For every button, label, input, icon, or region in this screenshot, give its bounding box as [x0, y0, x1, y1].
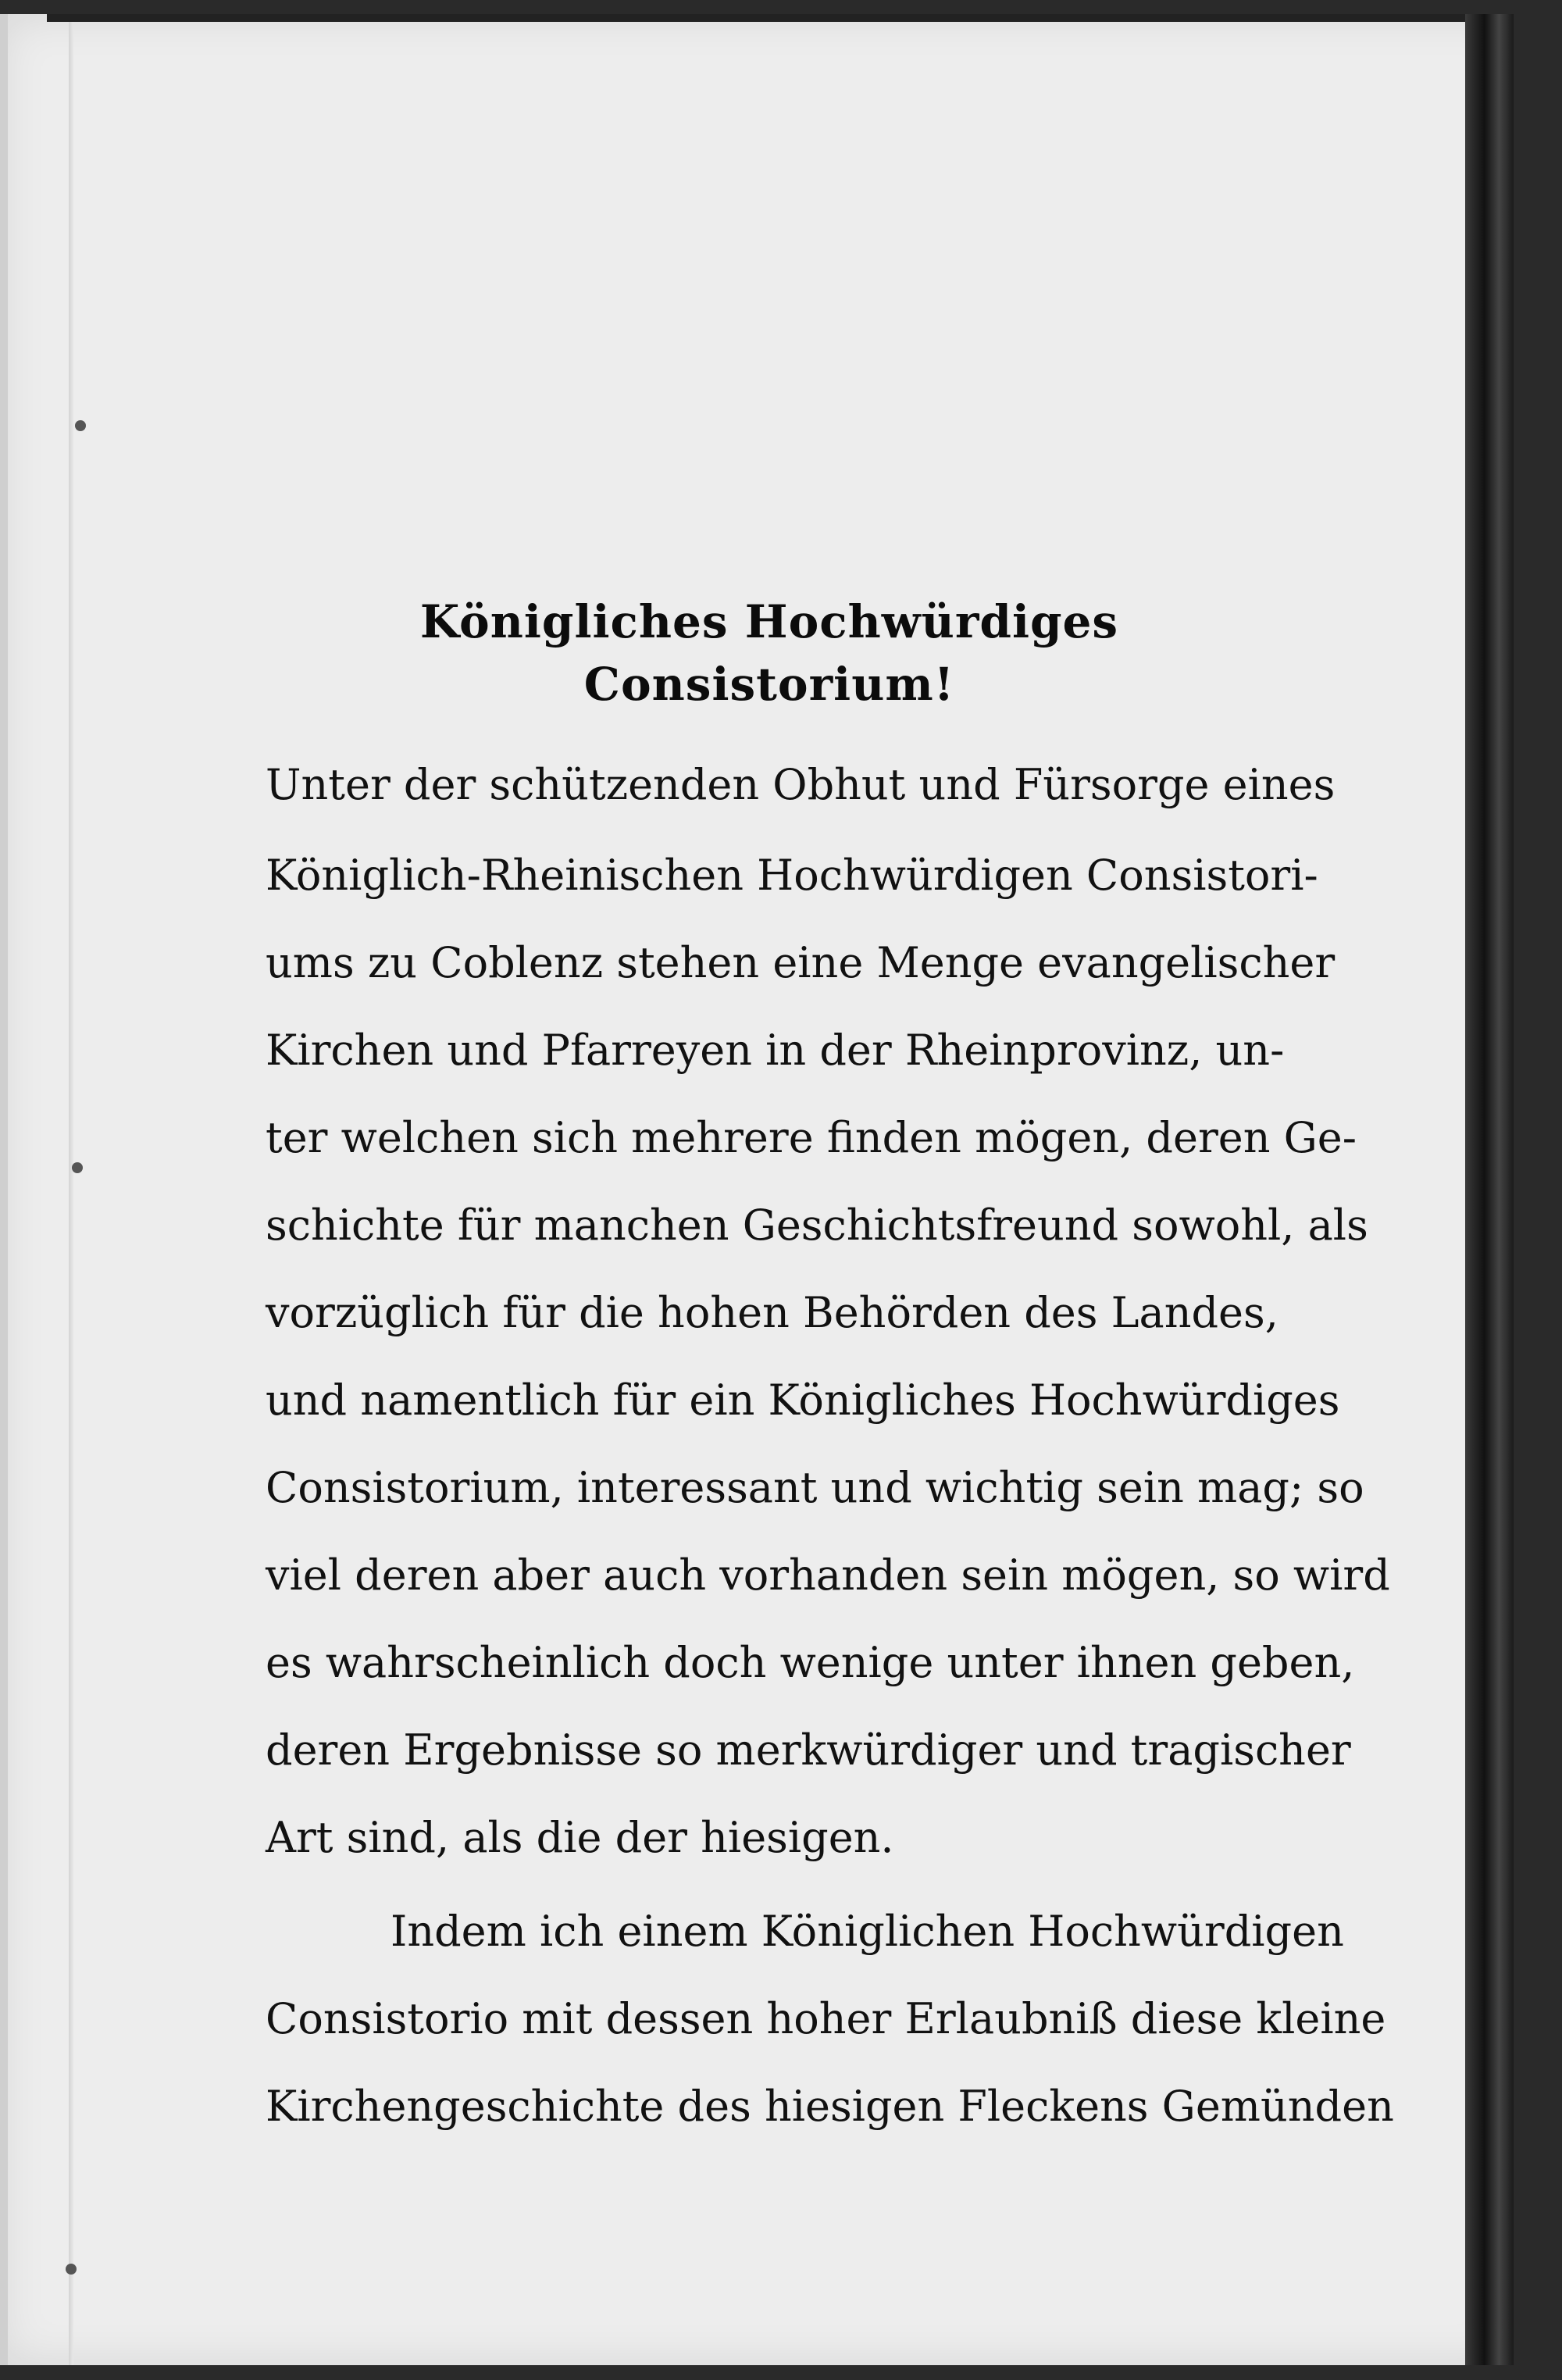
page-gutter — [69, 14, 73, 2365]
text-line: Indem ich einem Königlichen Hochwürdigen — [390, 1907, 1344, 1956]
book-page — [0, 14, 1514, 2365]
text-line — [266, 758, 1336, 812]
text-line: Consistorium, interessant und wichtig sein mag; so — [266, 1463, 1364, 1512]
page-top-edge — [47, 14, 1514, 22]
text-line: ums zu Coblenz stehen eine Menge evangelischer — [266, 938, 1336, 987]
book-spine-edge — [1465, 14, 1514, 2365]
text-line: deren Ergebnisse so merkwürdiger und tragischer — [266, 1725, 1351, 1775]
text-line: Königlich-Rheinischen Hochwürdigen Consistori- — [266, 851, 1318, 900]
text-line: und namentlich für ein Königliches Hochwürdiges — [266, 1376, 1340, 1425]
text-line: Art sind, als die der hiesigen. — [266, 1813, 894, 1862]
binding-hole — [75, 420, 86, 431]
text-line: viel deren aber auch vorhanden sein mögen, so wird — [266, 1550, 1390, 1600]
text-line: vorzüglich für die hohen Behörden des Landes, — [266, 1288, 1278, 1337]
text-line: es wahrscheinlich doch wenige unter ihnen geben, — [266, 1638, 1355, 1687]
text-line: schichte für manchen Geschichtsfreund sowohl, als — [266, 1201, 1368, 1250]
binding-hole — [72, 1162, 83, 1173]
letter-salutation: Königliches Hochwürdiges Consistorium! — [419, 595, 1119, 711]
text-line: Kirchengeschichte des hiesigen Fleckens Gemünden — [266, 2082, 1394, 2131]
text-line: Kirchen und Pfarreyen in der Rheinprovinz, un- — [266, 1026, 1285, 1075]
text-line: ter welchen sich mehrere finden mögen, deren Ge- — [266, 1113, 1357, 1162]
line-text: Unter der schützenden Obhut und Fürsorge eines — [266, 760, 1336, 809]
binding-hole — [66, 2264, 77, 2275]
text-line: Consistorio mit dessen hoher Erlaubniß diese kleine — [266, 1994, 1386, 2043]
page-left-edge — [0, 14, 8, 2365]
